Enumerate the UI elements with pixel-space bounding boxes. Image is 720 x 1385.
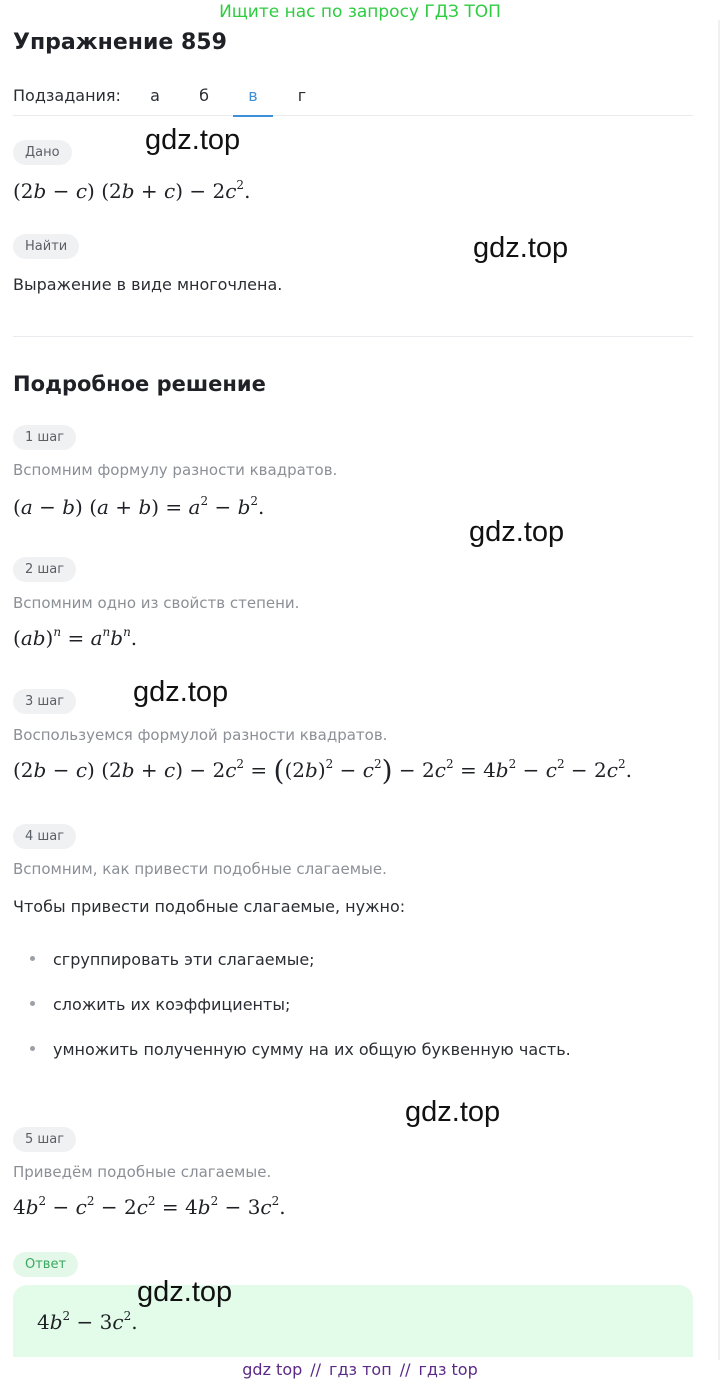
step-5-formula: $4b^2 - c^2 - 2c^2 = 4b^2 - 3c^2$. xyxy=(13,1194,286,1219)
step-3-formula: (2b − c) $(2b + c) - 2c^2 = ((2b)^2 - c^2) - 2c^2 = 4b^2 - c^2 - 2c^2$. xyxy=(13,754,632,787)
watermark: gdz.top xyxy=(473,232,569,264)
footer-link-gdz-top-mixed[interactable]: гдз top xyxy=(418,1360,478,1379)
watermark: gdz.top xyxy=(145,124,241,156)
answer-badge: Ответ xyxy=(13,1252,78,1277)
step-2-formula: $(ab)^n = a^nb^n$. xyxy=(13,625,138,650)
step-2-hint: Вспомним одно из свойств степени. xyxy=(13,594,300,612)
subtask-tab-b[interactable]: б xyxy=(199,86,209,105)
list-item: сгруппировать эти слагаемые; xyxy=(30,950,315,969)
given-badge: Дано xyxy=(13,140,72,165)
step-1-formula: (a − b) $(a + b) = a^2 - b^2$. xyxy=(13,494,265,519)
step-3-hint: Воспользуемся формулой разности квадратов. xyxy=(13,726,388,744)
footer-separator: // xyxy=(399,1360,411,1379)
step-5-hint: Приведём подобные слагаемые. xyxy=(13,1163,272,1181)
step-1-hint: Вспомним формулу разности квадратов. xyxy=(13,461,338,479)
list-item: сложить их коэффициенты; xyxy=(30,995,290,1014)
subtasks-label: Подзадания: xyxy=(13,86,121,105)
step-4-hint: Вспомним, как привести подобные слагаемые. xyxy=(13,860,387,878)
subtask-tab-v[interactable]: в xyxy=(233,86,273,116)
section-divider xyxy=(13,336,693,337)
footer-link-gdz-top-ru[interactable]: гдз топ xyxy=(329,1360,392,1379)
given-expression: (2b − c) $(2b + c) - 2c^2$. xyxy=(13,178,251,203)
find-badge: Найти xyxy=(13,234,79,259)
subtasks-bar xyxy=(13,82,693,116)
solution-title: Подробное решение xyxy=(13,372,266,396)
subtask-tab-g[interactable]: г xyxy=(297,86,307,105)
step-5-badge: 5 шаг xyxy=(13,1127,76,1152)
watermark: gdz.top xyxy=(405,1096,501,1128)
step-3-badge: 3 шаг xyxy=(13,689,76,714)
list-item: умножить полученную сумму на их общую буквенную часть. xyxy=(30,1040,571,1059)
bullet-icon xyxy=(30,1001,35,1006)
watermark: gdz.top xyxy=(137,1276,233,1308)
step-2-badge: 2 шаг xyxy=(13,557,76,582)
watermark: gdz.top xyxy=(133,676,229,708)
top-banner[interactable]: Ищите нас по запросу ГДЗ ТОП xyxy=(219,2,501,22)
step-1-badge: 1 шаг xyxy=(13,425,76,450)
step-4-text: Чтобы привести подобные слагаемые, нужно: xyxy=(13,897,406,916)
watermark: gdz.top xyxy=(469,516,565,548)
answer-box xyxy=(13,1285,693,1357)
subtask-tab-a[interactable]: а xyxy=(150,86,160,105)
bullet-icon xyxy=(30,956,35,961)
step-4-badge: 4 шаг xyxy=(13,824,76,849)
footer-separator: // xyxy=(310,1360,322,1379)
page-title: Упражнение 859 xyxy=(13,30,227,55)
footer-links xyxy=(0,1358,720,1382)
footer-link-gdz-top[interactable]: gdz top xyxy=(242,1360,303,1379)
answer-expression: $4b^2 - 3c^2$. xyxy=(37,1309,138,1334)
find-text: Выражение в виде многочлена. xyxy=(13,275,283,294)
bullet-icon xyxy=(30,1046,35,1051)
